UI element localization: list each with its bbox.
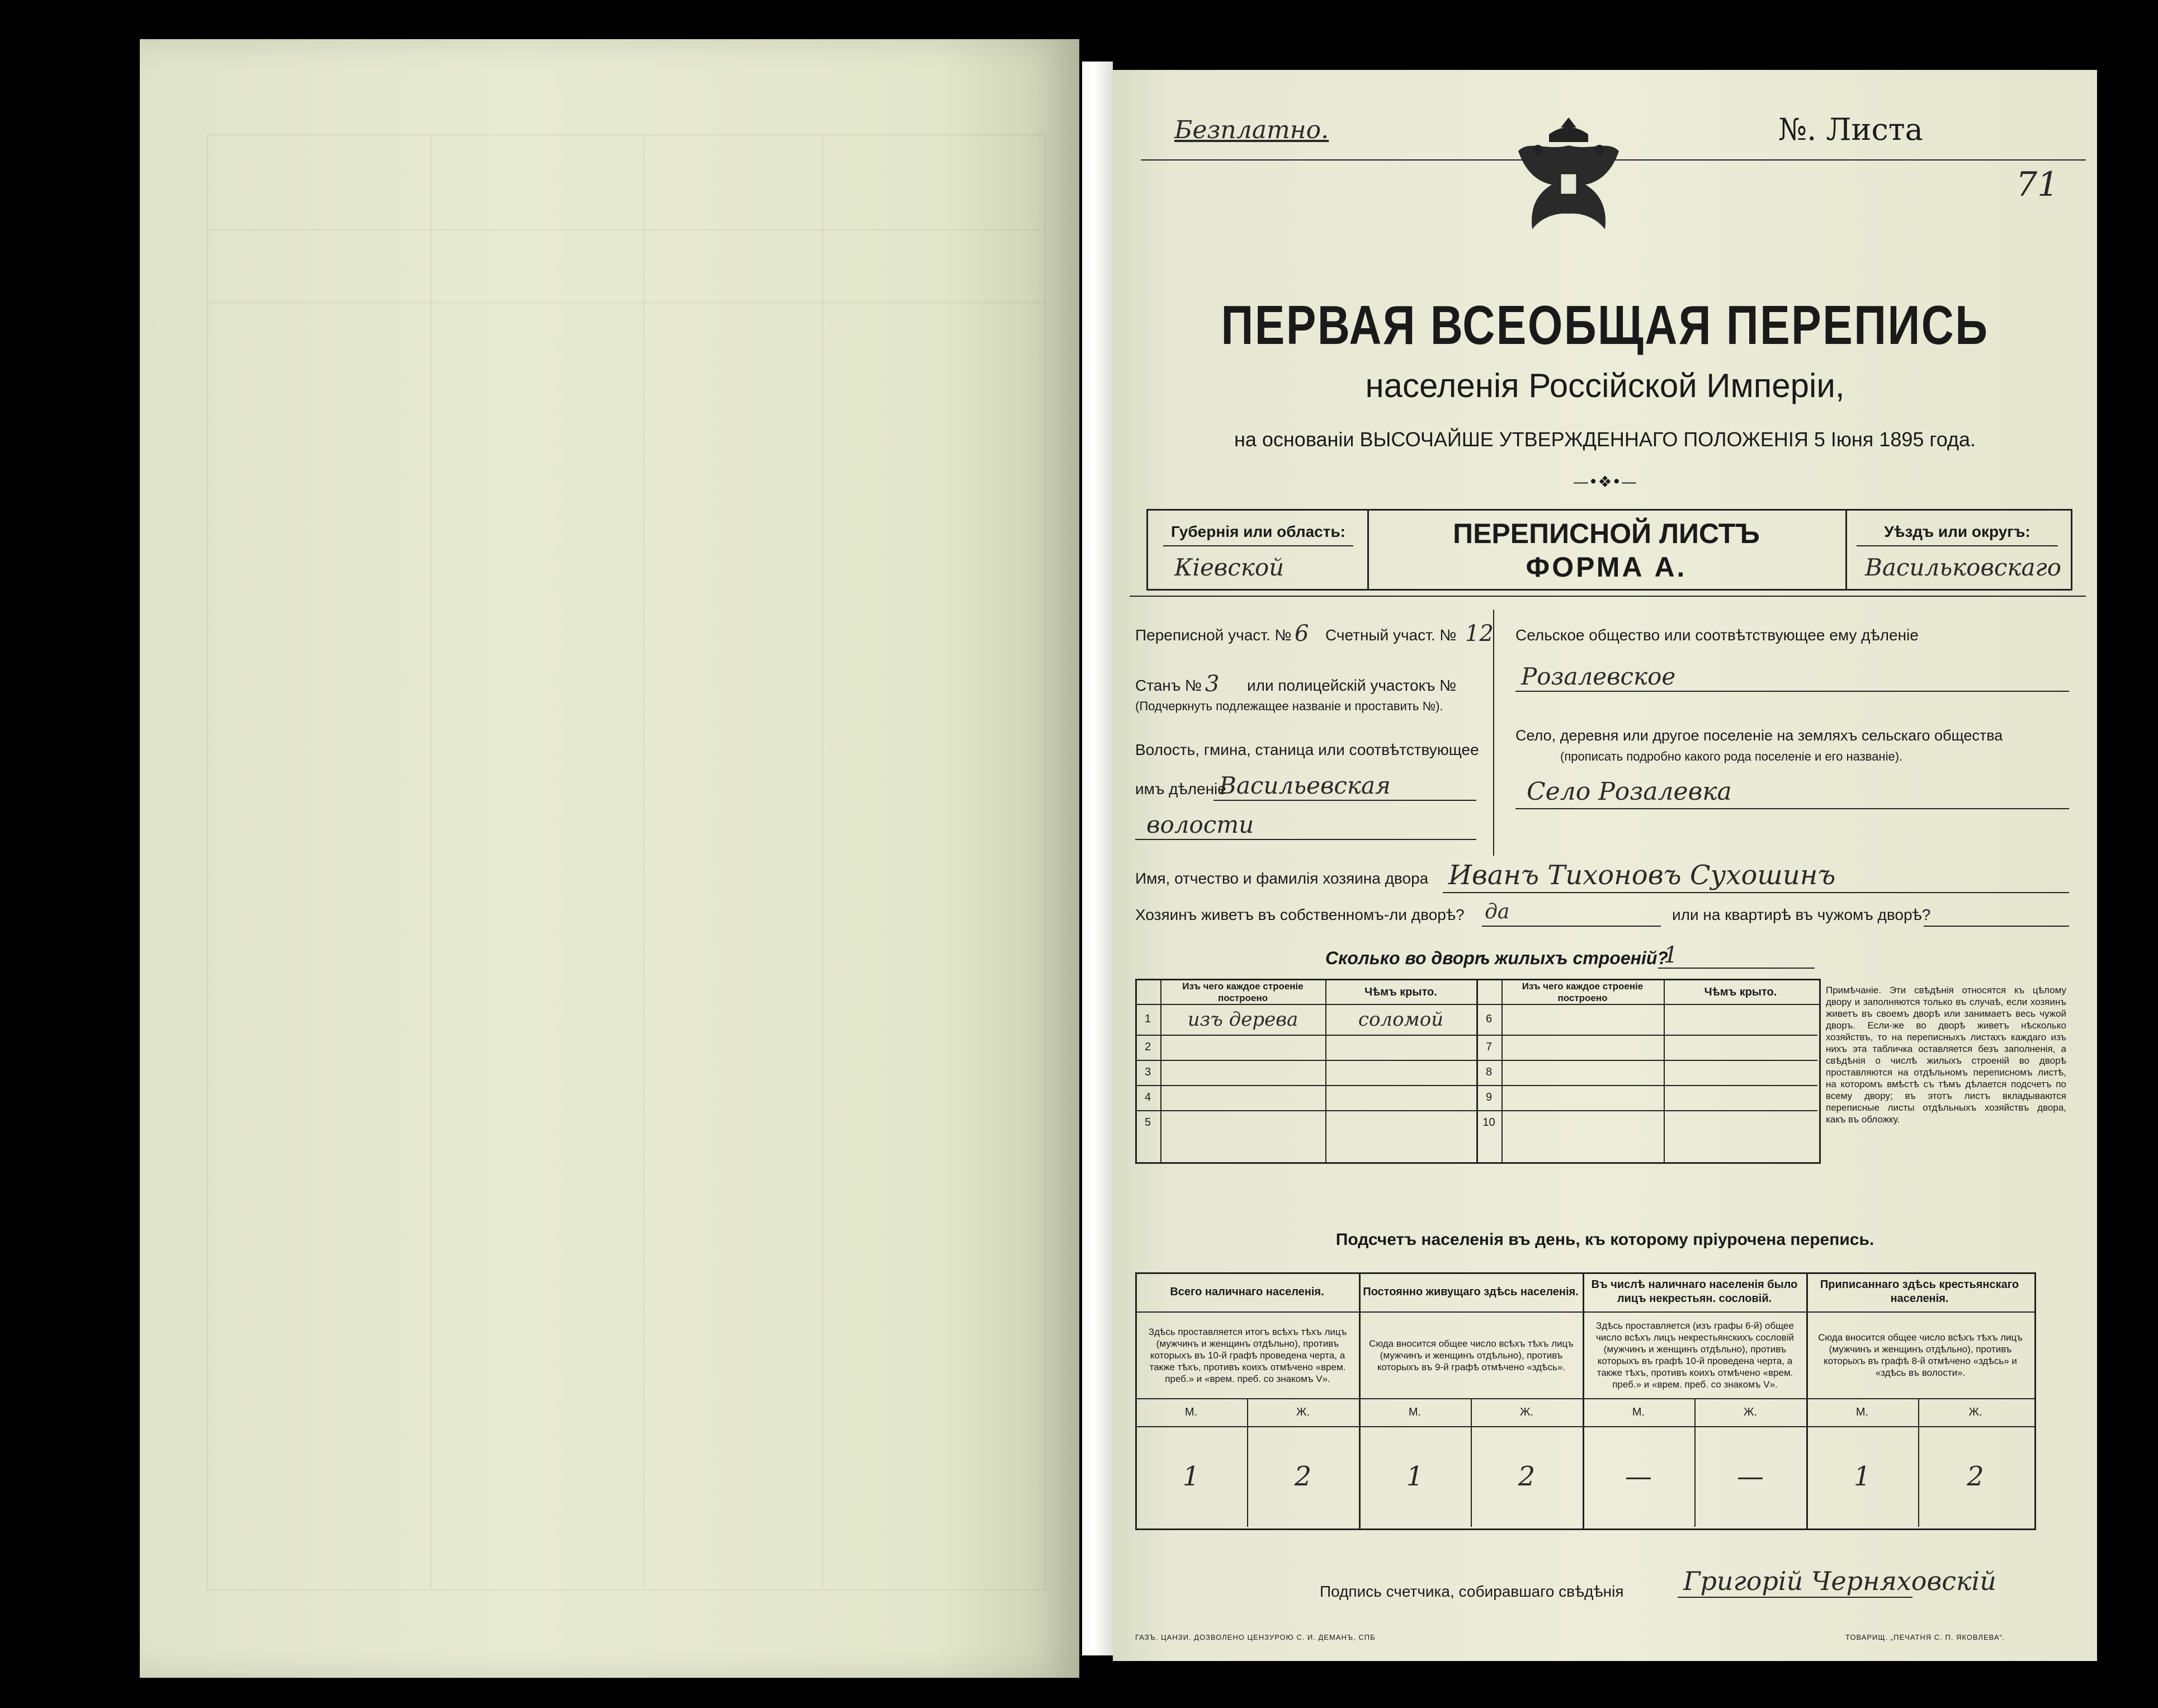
column-description: Сюда вносится общее число всѣхъ тѣхъ лицъ (мужчинъ и женщинъ отдѣльно), противъ которыхъ въ 9-й графѣ отмѣчено «здѣсь». <box>1369 1338 1574 1372</box>
row-number: 5 <box>1144 1116 1151 1129</box>
own-yard-label: Хозяинъ живетъ въ собственномъ-ли дворѣ? <box>1135 906 1465 923</box>
police-label: или полицейскій участокъ № <box>1247 677 1457 694</box>
material-header: Изъ чего каждое строеніе построено <box>1182 981 1304 1003</box>
owner-name-value: Иванъ Тихоновъ Сухошинъ <box>1448 860 1836 891</box>
bleed-line <box>822 134 823 1588</box>
column-divider <box>1493 610 1494 856</box>
female-count: 2 <box>1518 1461 1536 1492</box>
rule <box>1213 800 1476 801</box>
census-precinct-value: 6 <box>1295 621 1309 647</box>
census-precinct-label: Переписной участ. № <box>1135 626 1292 644</box>
owner-name-label: Имя, отчество и фамилія хозяина двора <box>1135 870 1429 887</box>
female-label: Ж. <box>1296 1405 1310 1418</box>
roof-header: Чѣмъ крыто. <box>1364 985 1437 998</box>
enumerator-signature: Григорій Черняховскій <box>1683 1566 1996 1596</box>
sheet-title: ПЕРЕПИСНОЙ ЛИСТЪ <box>1453 518 1760 549</box>
census-form-page <box>1113 70 2097 1661</box>
female-label: Ж. <box>1743 1405 1758 1418</box>
male-count: 1 <box>1406 1461 1424 1492</box>
rule <box>1515 808 2069 809</box>
form-name: ФОРМА А. <box>1526 551 1687 583</box>
female-count: 2 <box>1294 1461 1312 1492</box>
district-value: Васильковскаго <box>1865 554 2062 581</box>
sheet-number-value: 71 <box>2016 165 2059 204</box>
female-label: Ж. <box>1519 1405 1534 1418</box>
rule <box>1135 839 1476 840</box>
material-value: изъ дерева <box>1187 1008 1298 1031</box>
column-description: Здѣсь проставляется итогъ всѣхъ тѣхъ лицъ (мужчинъ и женщинъ отдѣльно), противъ которыхъ въ 10-й графѣ проведена черта, а также тѣхъ, противъ коихъ отмѣчено «врем. преб.» и «врем. преб. со знакомъ V». <box>1148 1326 1347 1384</box>
row-number: 3 <box>1144 1066 1151 1078</box>
row-number: 8 <box>1485 1066 1493 1078</box>
rule <box>1857 545 2058 546</box>
male-count: — <box>1625 1461 1652 1492</box>
rent-label: или на квартирѣ въ чужомъ дворѣ? <box>1672 906 1931 923</box>
province-label: Губернія или область: <box>1170 523 1346 540</box>
province-value: Кіевской <box>1174 554 1285 581</box>
volost-value: Васильевская <box>1219 772 1391 799</box>
stan-value: 3 <box>1205 671 1220 697</box>
volost-label-2: имъ дѣленіе <box>1135 780 1226 798</box>
male-count: 1 <box>1853 1461 1871 1492</box>
row-number: 4 <box>1144 1091 1151 1103</box>
own-yard-value: да <box>1485 900 1510 923</box>
legal-basis: на основаніи ВЫСОЧАЙШЕ УТВЕРЖДЕННАГО ПОЛОЖЕНІЯ 5 Іюня 1895 года. <box>1234 428 1976 451</box>
printer-note-left: ГАЗЪ. ЦАНЗИ. ДОЗВОЛЕНО ЦЕНЗУРОЮ С. И. ДЕМАНЪ, СПБ <box>1135 1633 1376 1641</box>
column-head: Всего наличнаго населенія. <box>1170 1285 1324 1298</box>
row-number: 7 <box>1485 1041 1493 1053</box>
note-text: Примѣчаніе. Эти свѣдѣнія относятся къ цѣлому двору и заполняются только въ случаѣ, если хозяинъ живетъ въ своемъ дворѣ или занимаетъ весь чужой дворъ. Если-же во дворѣ живетъ нѣсколько хозяйствъ, то на переписныхъ листахъ каждаго изъ нихъ эта табличка оставляется безъ заполненія, а свѣдѣнія о числѣ жилыхъ строеній во дворѣ проставляются на отдѣльномъ переписномъ листѣ, на которомъ вмѣстѣ съ тѣмъ дѣлается подсчетъ по всему двору; въ этотъ листъ вкладываются переписные листы отдѣльныхъ хозяйствъ двора, какъ въ обложку. <box>1826 985 2066 1125</box>
count-precinct-value: 12 <box>1465 621 1494 647</box>
rule <box>1678 1597 1913 1598</box>
female-count: — <box>1737 1461 1764 1492</box>
row-number: 9 <box>1485 1091 1493 1103</box>
rule <box>1515 691 2069 692</box>
male-label: М. <box>1184 1405 1198 1418</box>
row-number: 1 <box>1144 1013 1151 1025</box>
column-head: Приписаннаго здѣсь крестьянскаго населенія. <box>1820 1278 2019 1305</box>
material-header-2: Изъ чего каждое строеніе построено <box>1522 981 1644 1003</box>
rule <box>1163 545 1353 546</box>
column-head: Въ числѣ наличнаго населенія было лицъ некрестьян. сословій. <box>1591 1278 1798 1305</box>
village-label: Село, деревня или другое поселеніе на земляхъ сельскаго общества <box>1515 727 2003 744</box>
female-count: 2 <box>1967 1461 1984 1492</box>
roof-header-2: Чѣмъ крыто. <box>1704 985 1777 998</box>
ornament-divider: —•❖•— <box>1573 473 1637 491</box>
rule <box>1130 596 2086 597</box>
rule <box>1658 968 1815 969</box>
count-precinct-label: Счетный участ. № <box>1325 626 1457 644</box>
stan-label: Станъ № <box>1135 677 1202 694</box>
column-description: Здѣсь проставляется (изъ графы 6-й) общее число всѣхъ лицъ некрестьянскихъ сословій (мужчинъ и женщинъ отдѣльно), противъ которыхъ въ графѣ 10-й проведена черта, а также тѣхъ, противъ коихъ отмѣчено «врем. преб.» и «врем. преб. со знакомъ V». <box>1596 1320 1794 1390</box>
roof-value: соломой <box>1358 1008 1444 1031</box>
rule <box>1482 926 1661 927</box>
rule <box>1135 1426 2034 1427</box>
society-value: Розалевское <box>1521 663 1676 690</box>
sheet-number-label: №. Листа <box>1778 112 1923 147</box>
double-headed-eagle-icon <box>1504 112 1633 252</box>
left-page <box>140 39 1079 1678</box>
free-label: Безплатно. <box>1174 116 1329 144</box>
form-main-title: ПЕРВАЯ ВСЕОБЩАЯ ПЕРЕПИСЬ <box>1221 294 1989 356</box>
buildings-count-value: 1 <box>1664 942 1678 968</box>
divider <box>1845 509 1847 591</box>
village-value: Село Розалевка <box>1527 777 1732 806</box>
population-title: Подсчетъ населенія въ день, къ которому пріурочена перепись. <box>1335 1230 1874 1249</box>
column-description: Сюда вносится общее число всѣхъ тѣхъ лицъ (мужчинъ и женщинъ отдѣльно), противъ которыхъ въ графѣ 8-й отмѣчено «здѣсь» и «здѣсь въ волости». <box>1818 1332 2023 1378</box>
bleed-line <box>431 134 432 1588</box>
bleed-line <box>207 302 1046 303</box>
society-label: Сельское общество или соотвѣтствующее ему дѣленіе <box>1515 626 1919 644</box>
row-number: 2 <box>1144 1041 1151 1053</box>
male-count: 1 <box>1182 1461 1200 1492</box>
column-head: Постоянно живущаго здѣсь населенія. <box>1363 1285 1579 1298</box>
signature-label: Подпись счетчика, собиравшаго свѣдѣнія <box>1320 1583 1624 1600</box>
book-spine <box>1082 62 1113 1655</box>
male-label: М. <box>1632 1405 1645 1418</box>
bleed-line <box>207 229 1046 230</box>
form-subtitle: населенія Россійской Имперіи, <box>1365 367 1845 404</box>
rule <box>1135 1311 2034 1313</box>
district-label: Уѣздъ или округъ: <box>1884 523 2030 540</box>
printer-note-right: ТОВАРИЩ. „ПЕЧАТНЯ С. П. ЯКОВЛЕВА“. <box>1845 1633 2005 1641</box>
village-note: (прописать подробно какого рода поселеніе и его названіе). <box>1560 749 1903 763</box>
volost-label: Волость, гмина, станица или соотвѣтствующее <box>1135 741 1479 758</box>
divider <box>1664 979 1665 1163</box>
bleed-through-grid <box>207 134 1046 1591</box>
stan-note: (Подчеркнуть подлежащее названіе и проставить №). <box>1135 699 1443 713</box>
volost-value-2: волости <box>1146 811 1254 838</box>
male-label: М. <box>1408 1405 1422 1418</box>
bleed-line <box>643 134 644 1588</box>
female-label: Ж. <box>1968 1405 1982 1418</box>
row-number: 10 <box>1482 1116 1495 1129</box>
rule <box>1924 926 2069 927</box>
male-label: М. <box>1855 1405 1869 1418</box>
row-number: 6 <box>1485 1013 1493 1025</box>
buildings-count-label: Сколько во дворѣ жилыхъ строеній? <box>1325 948 1668 968</box>
rule <box>1443 892 2069 893</box>
divider <box>1501 979 1503 1163</box>
